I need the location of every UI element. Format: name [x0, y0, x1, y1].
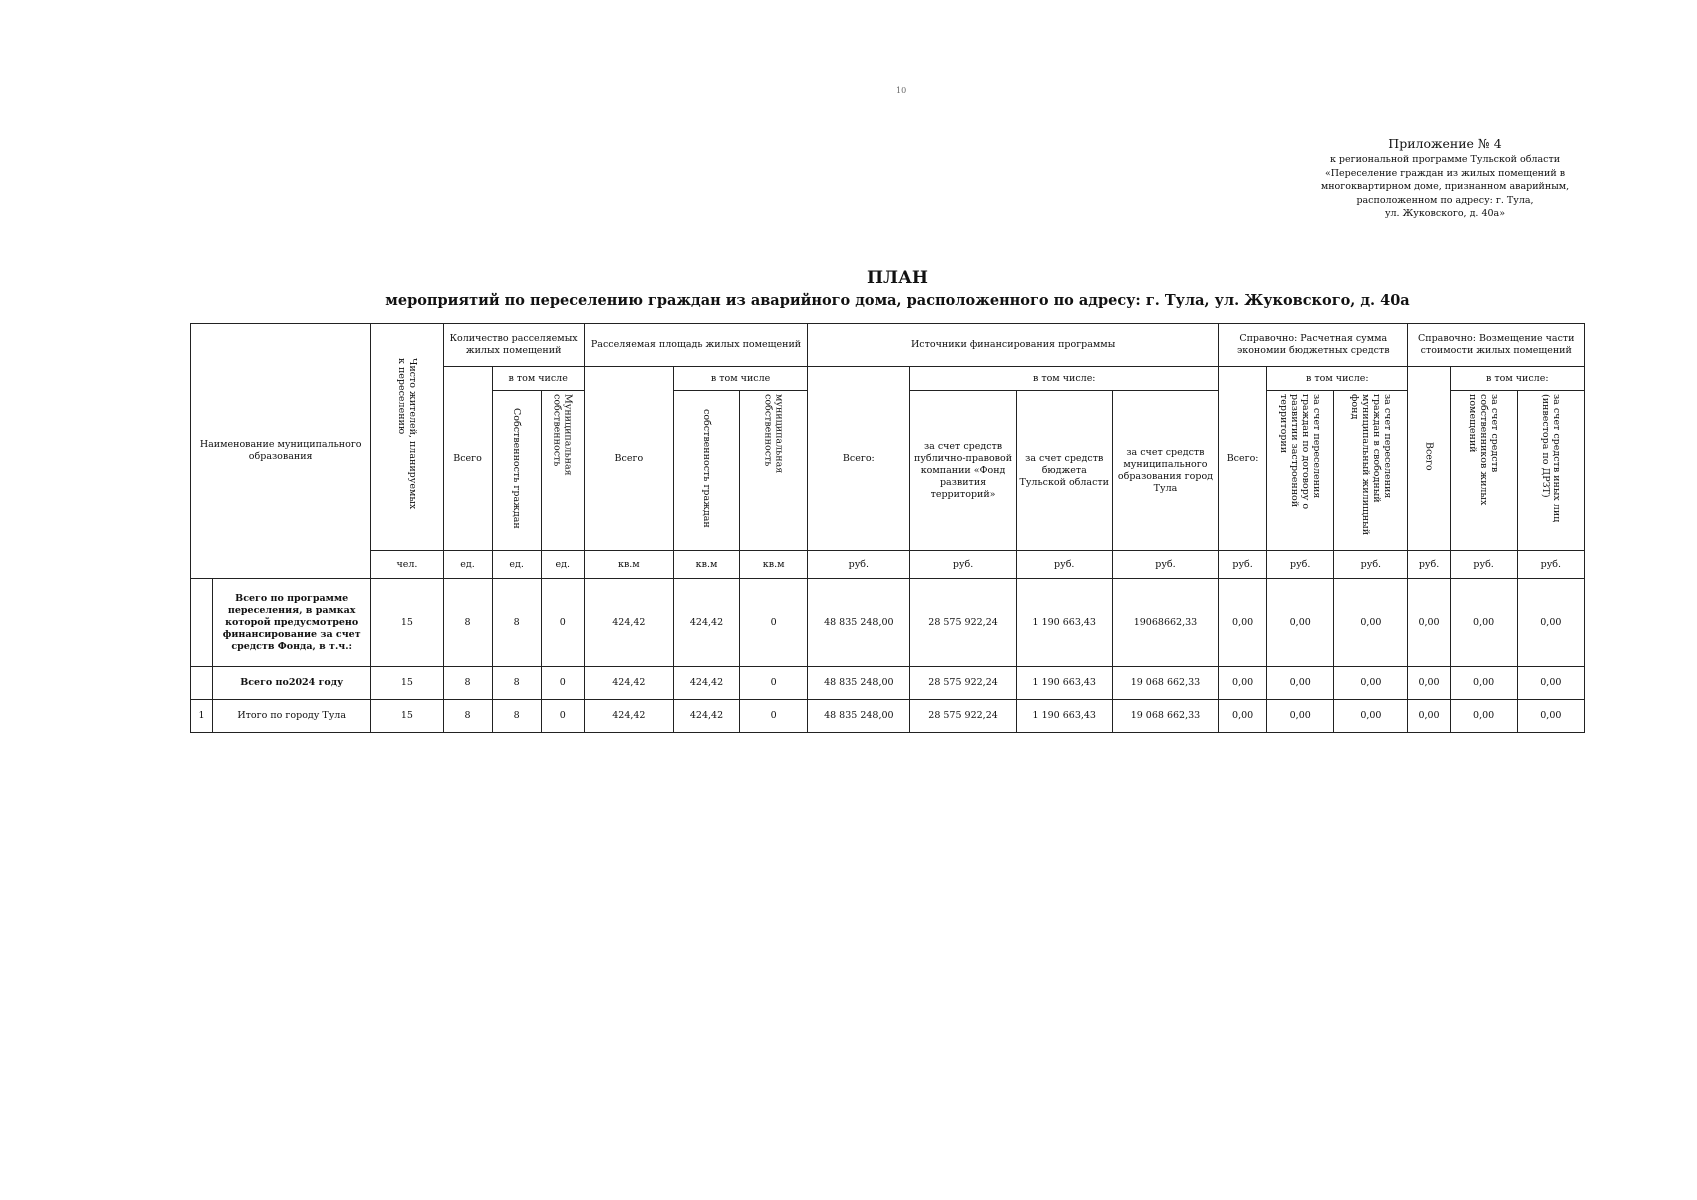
unit-cell: руб.: [1408, 551, 1450, 579]
value-cell: 1 190 663,43: [1016, 667, 1112, 700]
header-region-budget: за счет средств бюджета Тульской области: [1016, 391, 1112, 551]
header-residents: Чисто жителей, планируемых к переселению: [371, 324, 443, 551]
header-fin-incl: в том числе:: [910, 367, 1219, 391]
unit-cell: руб.: [808, 551, 910, 579]
value-cell: 48 835 248,00: [808, 579, 910, 667]
document-subtitle: мероприятий по переселению граждан из аварийного дома, расположенного по адресу: г. Тула, ул. Жуковского, д. 40а: [385, 292, 1410, 309]
unit-cell: кв.м: [673, 551, 739, 579]
table-row: [191, 667, 1585, 700]
value-cell: 8: [443, 579, 492, 667]
header-econ-b: за счет переселения граждан в свободный муниципальный жилищный фонд: [1334, 391, 1408, 551]
row-number: [191, 667, 213, 700]
appendix-line: расположенном по адресу: г. Тула,: [1356, 194, 1534, 206]
header-econ-total: Всего:: [1219, 367, 1267, 551]
value-cell: 1 190 663,43: [1016, 579, 1112, 667]
units-row: [191, 551, 1585, 579]
header-comp-b: за счет средств иных лиц (инвестора по ДРЗТ): [1517, 391, 1584, 551]
value-cell: 0,00: [1334, 579, 1408, 667]
plan-table: [190, 323, 1585, 733]
value-cell: 0,00: [1219, 579, 1267, 667]
value-cell: 424,42: [673, 667, 739, 700]
value-cell: 15: [371, 579, 443, 667]
unit-cell: руб.: [1219, 551, 1267, 579]
header-name: Наименование муниципального образования: [191, 324, 371, 579]
unit-cell: руб.: [1334, 551, 1408, 579]
unit-cell: руб.: [1517, 551, 1584, 579]
row-name: Всего по2024 году: [213, 667, 371, 700]
header-municipal-own: Муниципальная собственность: [541, 391, 584, 551]
unit-cell: руб.: [1016, 551, 1112, 579]
header-economy-group: Справочно: Расчетная сумма экономии бюджетных средств: [1219, 324, 1408, 367]
appendix-line: ул. Жуковского, д. 40а»: [1384, 208, 1506, 219]
unit-cell: руб.: [1112, 551, 1218, 579]
value-cell: 0,00: [1408, 700, 1450, 733]
value-cell: 0,00: [1334, 700, 1408, 733]
value-cell: 0: [740, 579, 808, 667]
value-cell: 28 575 922,24: [910, 579, 1016, 667]
header-compensation-group: Справочно: Возмещение части стоимости жилых помещений: [1408, 324, 1585, 367]
value-cell: 19 068 662,33: [1112, 700, 1218, 733]
value-cell: 0,00: [1450, 667, 1517, 700]
header-own-citizens: Собственность граждан: [492, 391, 541, 551]
table-row: [191, 700, 1585, 733]
value-cell: 0,00: [1408, 579, 1450, 667]
header-fund: за счет средств публично-правовой компании «Фонд развития территорий»: [910, 391, 1016, 551]
row-number: 1: [191, 700, 213, 733]
appendix-title: Приложение № 4: [1388, 136, 1502, 151]
value-cell: 0: [740, 667, 808, 700]
value-cell: 15: [371, 700, 443, 733]
value-cell: 0,00: [1219, 700, 1267, 733]
header-qty-incl: в том числе: [492, 367, 584, 391]
document-title: ПЛАН: [867, 268, 928, 288]
value-cell: 8: [443, 667, 492, 700]
page-number: 10: [896, 86, 907, 95]
value-cell: 15: [371, 667, 443, 700]
unit-cell: ед.: [443, 551, 492, 579]
value-cell: 0,00: [1267, 700, 1334, 733]
value-cell: 424,42: [584, 700, 673, 733]
header-area-incl: в том числе: [673, 367, 807, 391]
value-cell: 8: [443, 700, 492, 733]
row-name: Итого по городу Тула: [213, 700, 371, 733]
value-cell: 28 575 922,24: [910, 700, 1016, 733]
header-city-budget: за счет средств муниципального образования город Тула: [1112, 391, 1218, 551]
row-name: Всего по программе переселения, в рамках которой предусмотрено финансирование за счет средств Фонда, в т.ч.:: [213, 579, 371, 667]
value-cell: 28 575 922,24: [910, 667, 1016, 700]
value-cell: 19 068 662,33: [1112, 667, 1218, 700]
value-cell: 0,00: [1334, 667, 1408, 700]
value-cell: 0,00: [1219, 667, 1267, 700]
appendix-line: «Переселение граждан из жилых помещений в: [1324, 167, 1566, 179]
value-cell: 0,00: [1267, 667, 1334, 700]
header-qty-group: Количество расселяемых жилых помещений: [443, 324, 584, 367]
value-cell: 0,00: [1517, 667, 1584, 700]
appendix-block: [1300, 136, 1590, 221]
value-cell: 424,42: [673, 700, 739, 733]
appendix-line: к региональной программе Тульской области: [1329, 154, 1561, 165]
header-comp-incl: в том числе:: [1450, 367, 1584, 391]
header-area-total: Всего: [584, 367, 673, 551]
header-fin-total: Всего:: [808, 367, 910, 551]
value-cell: 0,00: [1267, 579, 1334, 667]
unit-cell: кв.м: [740, 551, 808, 579]
value-cell: 19068662,33: [1112, 579, 1218, 667]
header-financing-group: Источники финансирования программы: [808, 324, 1219, 367]
header-econ-a: за счет переселения граждан по договору о развитии застроенной территории: [1267, 391, 1334, 551]
unit-cell: ед.: [541, 551, 584, 579]
value-cell: 424,42: [673, 579, 739, 667]
value-cell: 8: [492, 700, 541, 733]
unit-cell: кв.м: [584, 551, 673, 579]
value-cell: 0,00: [1517, 579, 1584, 667]
unit-cell: руб.: [910, 551, 1016, 579]
header-qty-total: Всего: [443, 367, 492, 551]
value-cell: 48 835 248,00: [808, 667, 910, 700]
value-cell: 0,00: [1517, 700, 1584, 733]
header-area-municipal-own: муниципальная собственность: [740, 391, 808, 551]
value-cell: 1 190 663,43: [1016, 700, 1112, 733]
table-row: [191, 579, 1585, 667]
value-cell: 0: [541, 579, 584, 667]
value-cell: 0: [541, 667, 584, 700]
appendix-line: многоквартирном доме, признанном аварийным,: [1320, 181, 1570, 192]
unit-cell: руб.: [1450, 551, 1517, 579]
header-econ-incl: в том числе:: [1267, 367, 1408, 391]
unit-cell: руб.: [1267, 551, 1334, 579]
value-cell: 0,00: [1408, 667, 1450, 700]
row-number: [191, 579, 213, 667]
value-cell: 48 835 248,00: [808, 700, 910, 733]
header-comp-total: Всего: [1408, 367, 1450, 551]
value-cell: 0,00: [1450, 700, 1517, 733]
value-cell: 0: [740, 700, 808, 733]
value-cell: 0: [541, 700, 584, 733]
value-cell: 8: [492, 667, 541, 700]
value-cell: 0,00: [1450, 579, 1517, 667]
unit-cell: чел.: [371, 551, 443, 579]
header-area-group: Расселяемая площадь жилых помещений: [584, 324, 807, 367]
unit-cell: ед.: [492, 551, 541, 579]
header-comp-a: за счет средств собственников жилых помещений: [1450, 391, 1517, 551]
value-cell: 424,42: [584, 579, 673, 667]
value-cell: 8: [492, 579, 541, 667]
value-cell: 424,42: [584, 667, 673, 700]
header-area-own-citizens: собственность граждан: [673, 391, 739, 551]
